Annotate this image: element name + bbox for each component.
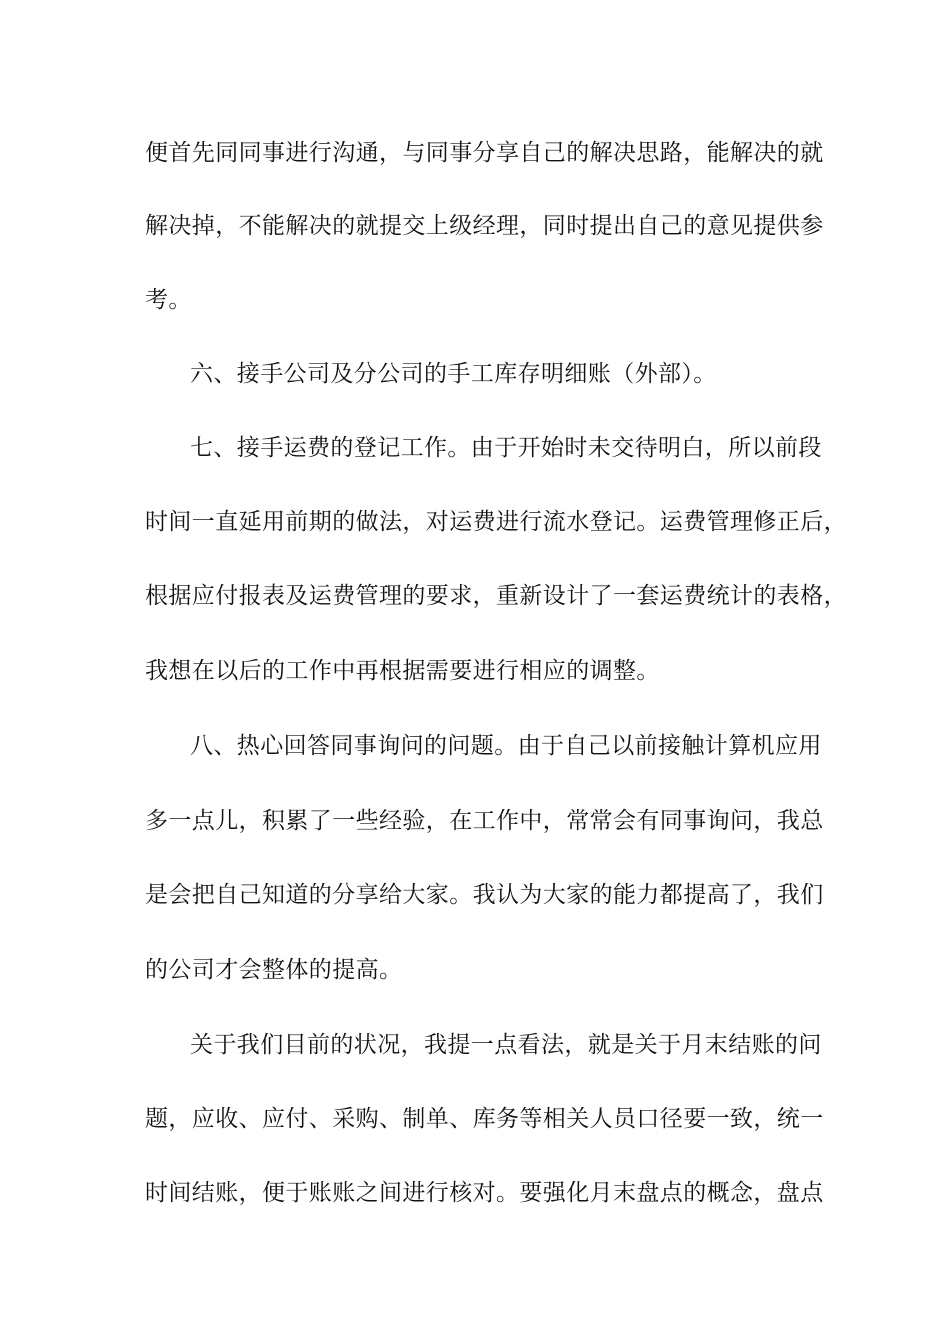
text-line: 多一点儿，积累了一些经验，在工作中，常常会有同事询问，我总: [145, 808, 824, 834]
text-line: 时间结账，便于账账之间进行核对。要强化月末盘点的概念，盘点: [145, 1180, 824, 1206]
text-line: 关于我们目前的状况，我提一点看法，就是关于月末结账的问: [190, 1032, 822, 1058]
text-line: 的公司才会整体的提高。: [145, 957, 403, 983]
text-line: 我想在以后的工作中再根据需要进行相应的调整。: [145, 658, 660, 684]
text-line: 六、接手公司及分公司的手工库存明细账（外部）。: [190, 361, 717, 387]
text-line: 时间一直延用前期的做法，对运费进行流水登记。运费管理修正后，: [145, 509, 847, 535]
text-line: 根据应付报表及运费管理的要求，重新设计了一套运费统计的表格，: [145, 583, 847, 609]
text-line: 八、热心回答同事询问的问题。由于自己以前接触计算机应用: [190, 733, 822, 759]
text-line: 便首先同同事进行沟通，与同事分享自己的解决思路，能解决的就: [145, 140, 824, 166]
text-line: 解决掉，不能解决的就提交上级经理，同时提出自己的意见提供参: [145, 213, 824, 239]
text-line: 题，应收、应付、采购、制单、库务等相关人员口径要一致，统一: [145, 1106, 824, 1132]
text-line: 是会把自己知道的分享给大家。我认为大家的能力都提高了，我们: [145, 882, 824, 908]
text-line: 七、接手运费的登记工作。由于开始时未交待明白，所以前段: [190, 435, 822, 461]
text-line: 考。: [145, 287, 192, 313]
